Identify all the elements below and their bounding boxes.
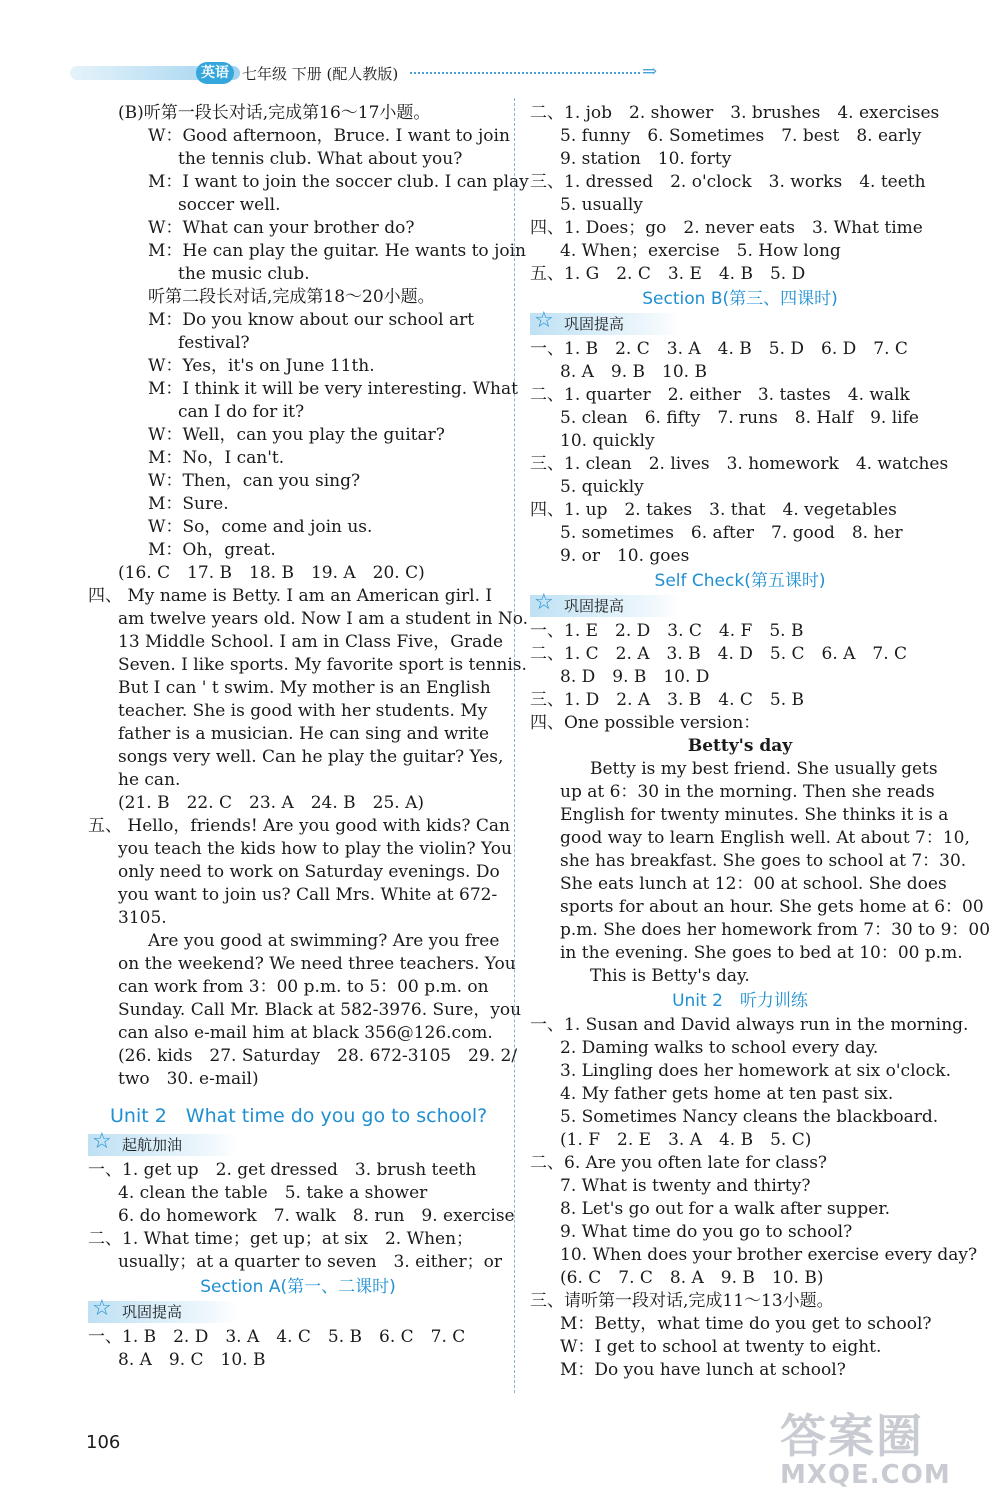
text-line: two 30. e-mail) xyxy=(118,1069,259,1089)
left-text-block xyxy=(88,102,529,1091)
text-line: in the evening. She goes to bed at 10：00 p.m. xyxy=(560,943,963,963)
text-line: 三、请听第一段对话,完成11～13小题。 xyxy=(530,1291,834,1311)
text-line: 9. What time do you go to school? xyxy=(560,1222,853,1242)
text-line: W：Well，can you play the guitar? xyxy=(148,425,445,445)
text-line: M：Sure. xyxy=(148,494,229,514)
text-line: 8. Let's go out for a walk after supper. xyxy=(560,1199,890,1219)
essay-title: Betty's day xyxy=(687,736,793,756)
text-line: 二、1. C 2. A 3. B 4. D 5. C 6. A 7. C xyxy=(530,644,908,664)
badge-label: 巩固提高 xyxy=(564,315,625,333)
unit2-answers-block-1 xyxy=(88,1159,515,1274)
text-line: father is a musician. He can sing and write xyxy=(118,724,490,744)
watermark-url: MXQE.COM xyxy=(780,1460,951,1490)
text-line: 13 Middle School. I am in Class Five，Grade xyxy=(118,632,504,652)
text-line: 9. station 10. forty xyxy=(560,149,732,169)
text-line: 四、 My name is Betty. I am an American girl. I xyxy=(88,586,493,606)
text-line: 四、1. up 2. takes 3. that 4. vegetables xyxy=(530,500,897,520)
unit-title: Unit 2 What time do you go to school? xyxy=(110,1105,488,1127)
text-line: only need to work on Saturday evenings. Do xyxy=(118,862,500,882)
text-line: 10. quickly xyxy=(560,431,655,451)
text-line: (1. F 2. E 3. A 4. B 5. C) xyxy=(560,1130,812,1150)
text-line: usually；at a quarter to seven 3. either；or xyxy=(118,1252,502,1272)
listening-answers-block xyxy=(530,1014,978,1382)
text-line: M：No，I can't. xyxy=(148,448,285,468)
section-a-heading: Section A(第一、二课时) xyxy=(200,1277,396,1297)
text-line: good way to learn English well. At about 7：10, xyxy=(560,828,970,848)
text-line: 8. D 9. B 10. D xyxy=(560,667,710,687)
text-line: But I can ' t swim. My mother is an English xyxy=(118,678,491,698)
text-line: 一、1. B 2. D 3. A 4. C 5. B 6. C 7. C xyxy=(88,1327,466,1347)
text-line: 二、1. job 2. shower 3. brushes 4. exercises xyxy=(530,103,940,123)
text-line: W：I get to school at twenty to eight. xyxy=(560,1337,882,1357)
text-line: 三、1. clean 2. lives 3. homework 4. watches xyxy=(530,454,949,474)
text-line: she has breakfast. She goes to school at 7：30. xyxy=(560,851,967,871)
text-line: can I do for it? xyxy=(178,402,305,422)
text-line: songs very well. Can he play the guitar? Yes, xyxy=(118,747,504,767)
text-line: up at 6：30 in the morning. Then she reads xyxy=(560,782,935,802)
text-line: M：I think it will be very interesting. What xyxy=(148,379,518,399)
text-line: 一、1. get up 2. get dressed 3. brush teeth xyxy=(88,1160,477,1180)
text-line: Are you good at swimming? Are you free xyxy=(148,931,500,951)
page-header xyxy=(70,58,670,88)
unit2-answers-block-2 xyxy=(88,1326,508,1372)
text-line: 三、1. D 2. A 3. B 4. C 5. B xyxy=(530,690,805,710)
text-line: 9. or 10. goes xyxy=(560,546,690,566)
text-line: 5. quickly xyxy=(560,477,644,497)
section-badge-row xyxy=(88,1129,508,1159)
text-line: can also e-mail him at black 356@126.com. xyxy=(118,1023,493,1043)
text-line: (26. kids 27. Saturday 28. 672-3105 29. 2/ xyxy=(118,1046,518,1066)
text-line: 一、1. E 2. D 3. C 4. F 5. B xyxy=(530,621,804,641)
text-line: Sunday. Call Mr. Black at 582-3976. Sure，you xyxy=(118,1000,522,1020)
section-badge xyxy=(88,1129,238,1156)
text-line: 3105. xyxy=(118,908,167,928)
text-line: 8. A 9. B 10. B xyxy=(560,362,707,382)
text-line: She eats lunch at 12：00 at school. She does xyxy=(560,874,947,894)
text-line: 5. clean 6. fifty 7. runs 8. Half 9. life xyxy=(560,408,919,428)
listening-heading: Unit 2 听力训练 xyxy=(672,991,808,1011)
text-line: on the weekend? We need three teachers. You xyxy=(118,954,516,974)
star-icon: ☆ xyxy=(92,1296,112,1321)
left-column xyxy=(88,102,529,1372)
text-line: 4. My father gets home at ten past six. xyxy=(560,1084,894,1104)
text-line: 一、1. B 2. C 3. A 4. B 5. D 6. D 7. C xyxy=(530,339,908,359)
text-line: 2. Daming walks to school every day. xyxy=(560,1038,879,1058)
page-number: 106 xyxy=(86,1432,121,1453)
header-dotted-line xyxy=(410,72,640,74)
right-column xyxy=(530,102,991,1382)
badge-label: 起航加油 xyxy=(122,1136,183,1154)
text-line: English for twenty minutes. She thinks it is a xyxy=(560,805,949,825)
section-badge xyxy=(530,308,680,335)
text-line: 6. do homework 7. walk 8. run 9. exercise xyxy=(118,1206,515,1226)
text-line: W：So，come and join us. xyxy=(148,517,373,537)
section-b-heading: Section B(第三、四课时) xyxy=(642,289,838,309)
text-line: 三、1. dressed 2. o'clock 3. works 4. teeth xyxy=(530,172,926,192)
text-line: 五、1. G 2. C 3. E 4. B 5. D xyxy=(530,264,806,284)
text-line: M：I want to join the soccer club. I can play xyxy=(148,172,529,192)
badge-label: 巩固提高 xyxy=(122,1303,183,1321)
text-line: W：Good afternoon，Bruce. I want to join xyxy=(148,126,510,146)
star-icon: ☆ xyxy=(534,308,554,333)
text-line: (6. C 7. C 8. A 9. B 10. B) xyxy=(560,1268,824,1288)
text-line: 3. Lingling does her homework at six o'clock. xyxy=(560,1061,951,1081)
text-line: Betty is my best friend. She usually gets xyxy=(590,759,938,779)
text-line: 4. When；exercise 5. How long xyxy=(560,241,841,261)
text-line: teacher. She is good with her students. My xyxy=(118,701,488,721)
right-answers-block-2 xyxy=(530,338,950,568)
text-line: 10. When does your brother exercise every day? xyxy=(560,1245,978,1265)
section-badge-row xyxy=(88,1296,508,1326)
text-line: 5. usually xyxy=(560,195,643,215)
text-line: festival? xyxy=(178,333,250,353)
text-line: 5. Sometimes Nancy cleans the blackboard. xyxy=(560,1107,939,1127)
text-line: 二、1. quarter 2. either 3. tastes 4. walk xyxy=(530,385,910,405)
text-line: you teach the kids how to play the violin? You xyxy=(118,839,512,859)
text-line: 二、1. What time；get up；at six 2. When； xyxy=(88,1229,474,1249)
section-badge-row xyxy=(530,590,950,620)
text-line: M：Oh，great. xyxy=(148,540,276,560)
subject-badge: 英语 xyxy=(196,62,234,84)
text-line: (21. B 22. C 23. A 24. B 25. A) xyxy=(118,793,425,813)
text-line: M：He can play the guitar. He wants to join xyxy=(148,241,526,261)
text-line: (16. C 17. B 18. B 19. A 20. C) xyxy=(118,563,425,583)
text-line: M：Do you have lunch at school? xyxy=(560,1360,846,1380)
text-line: you want to join us? Call Mrs. White at 672- xyxy=(118,885,498,905)
text-line: 4. clean the table 5. take a shower xyxy=(118,1183,428,1203)
text-line: p.m. She does her homework from 7：30 to 9：00 xyxy=(560,920,991,940)
text-line: M：Betty，what time do you get to school? xyxy=(560,1314,932,1334)
text-line: 8. A 9. C 10. B xyxy=(118,1350,266,1370)
self-check-heading: Self Check(第五课时) xyxy=(654,571,826,591)
text-line: am twelve years old. Now I am a student in No. xyxy=(118,609,529,629)
essay-body xyxy=(530,758,991,988)
text-line: 二、6. Are you often late for class? xyxy=(530,1153,828,1173)
text-line: 五、 Hello，friends! Are you good with kids? Can xyxy=(88,816,510,836)
arrow-right-icon: ⇒ xyxy=(642,61,658,82)
text-line: W：Yes，it's on June 11th. xyxy=(148,356,375,376)
text-line: 7. What is twenty and thirty? xyxy=(560,1176,811,1196)
text-line: the tennis club. What about you? xyxy=(178,149,463,169)
text-line: W：What can your brother do? xyxy=(148,218,415,238)
text-line: soccer well. xyxy=(178,195,281,215)
text-line: W：Then，can you sing? xyxy=(148,471,361,491)
text-line: 四、1. Does；go 2. never eats 3. What time xyxy=(530,218,923,238)
text-line: can work from 3：00 p.m. to 5：00 p.m. on xyxy=(118,977,489,997)
right-answers-block-3 xyxy=(530,620,950,735)
badge-label: 巩固提高 xyxy=(564,597,625,615)
text-line: he can. xyxy=(118,770,181,790)
text-line: 听第二段长对话,完成第18～20小题。 xyxy=(148,287,435,307)
text-line: 一、1. Susan and David always run in the morning. xyxy=(530,1015,969,1035)
section-badge xyxy=(88,1296,238,1323)
text-line: This is Betty's day. xyxy=(590,966,750,986)
text-line: 四、One possible version： xyxy=(530,713,761,733)
section-badge-row xyxy=(530,308,950,338)
header-title: 七年级 下册 (配人教版) xyxy=(242,65,399,83)
section-badge xyxy=(530,590,680,617)
text-line: the music club. xyxy=(178,264,310,284)
text-line: 5. funny 6. Sometimes 7. best 8. early xyxy=(560,126,922,146)
text-line: sports for about an hour. She gets home at 6：00 xyxy=(560,897,984,917)
text-line: (B)听第一段长对话,完成第16～17小题。 xyxy=(118,103,431,123)
text-line: M：Do you know about our school art xyxy=(148,310,475,330)
watermark-logo xyxy=(780,1400,990,1490)
star-icon: ☆ xyxy=(534,590,554,615)
watermark-text: 答案圈 xyxy=(780,1409,924,1463)
column-divider xyxy=(514,98,515,1393)
right-answers-block-1 xyxy=(530,102,950,286)
star-icon: ☆ xyxy=(92,1129,112,1154)
text-line: 5. sometimes 6. after 7. good 8. her xyxy=(560,523,903,543)
text-line: Seven. I like sports. My favorite sport is tennis. xyxy=(118,655,527,675)
